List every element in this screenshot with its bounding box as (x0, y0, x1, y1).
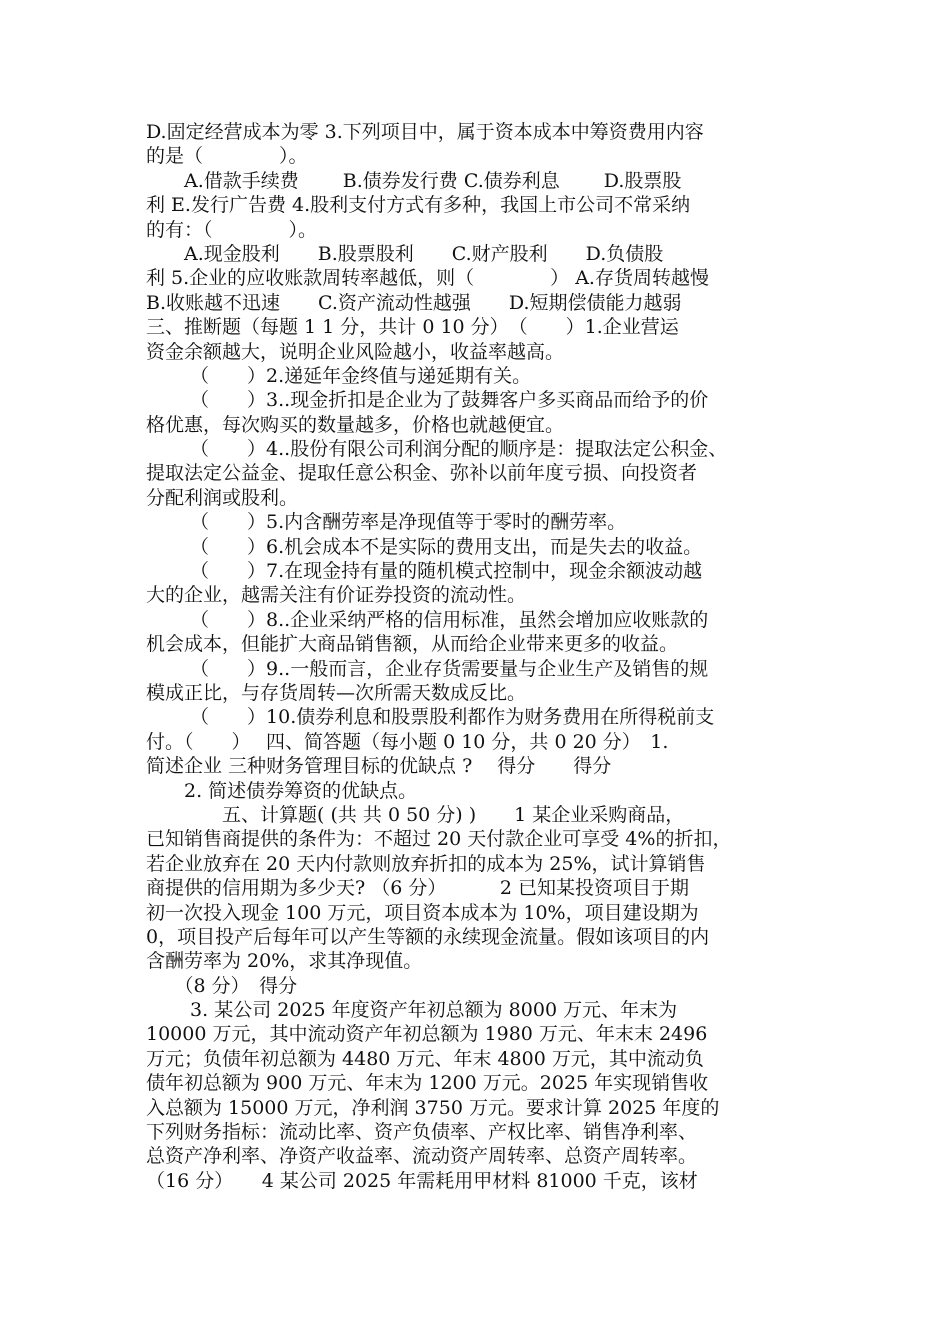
text-line: （16 分） 4 某公司 2025 年需耗用甲材料 81000 千克，该材 (146, 1169, 698, 1192)
text-line: （ ）3..现金折扣是企业为了鼓舞客户多买商品而给予的价 (146, 389, 709, 412)
text-line: 10000 万元，其中流动资产年初总额为 1980 万元、年末末 2496 (146, 1023, 708, 1046)
text-line: 2. 简述债券筹资的优缺点。 (146, 779, 418, 802)
text-line: 模成正比，与存货周转—次所需天数成反比。 (146, 681, 527, 704)
text-line: 若企业放弃在 20 天内付款则放弃折扣的成本为 25%，试计算销售 (146, 852, 706, 875)
text-line: 简述企业 三种财务管理目标的优缺点 ? 得分 得分 (146, 755, 612, 778)
text-line: 五、计算题( (共 共 0 50 分) ) 1 某企业采购商品， (146, 803, 685, 826)
text-line: 资金余额越大，说明企业风险越小，收益率越高。 (146, 340, 565, 363)
text-line: 利 5.企业的应收账款周转率越低，则（ ） A.存货周转越慢 (146, 267, 709, 290)
text-line: 的有：（ ）。 (146, 218, 318, 241)
text-line: （ ）6.机会成本不是实际的费用支出，而是失去的收益。 (146, 535, 703, 558)
text-line: A.借款手续费 B.债券发行费 C.债券利息 D.股票股 (146, 169, 682, 192)
text-line: （8 分） 得分 (146, 974, 298, 997)
text-line: 三、推断题（每题 1 1 分，共计 0 10 分） （ ）1.企业营运 (146, 316, 679, 339)
document-body (146, 120, 816, 1193)
text-line: 格优惠，每次购买的数量越多，价格也就越便宜。 (146, 413, 565, 436)
text-line: （ ）9..一般而言，企业存货需要量与企业生产及销售的规 (146, 657, 709, 680)
text-line: （ ）8..企业采纳严格的信用标准，虽然会增加应收账款的 (146, 608, 709, 631)
text-line: （ ）7.在现金持有量的随机模式控制中，现金余额波动越 (146, 560, 703, 583)
text-line: 3. 某公司 2025 年度资产年初总额为 8000 万元、年末为 (146, 999, 678, 1022)
text-line: （ ）5.内含酬劳率是净现值等于零时的酬劳率。 (146, 511, 627, 534)
text-line: 机会成本，但能扩大商品销售额，从而给企业带来更多的收益。 (146, 633, 679, 656)
text-line: 债年初总额为 900 万元、年末为 1200 万元。2025 年实现销售收 (146, 1072, 709, 1095)
text-line: 付。（ ） 四、简答题（每小题 0 10 分，共 0 20 分） 1. (146, 730, 669, 753)
text-line: 含酬劳率为 20%，求其净现值。 (146, 950, 423, 973)
text-line: 商提供的信用期为多少天? （6 分） 2 已知某投资项目于期 (146, 877, 690, 900)
text-line: D.固定经营成本为零 3.下列项目中，属于资本成本中筹资费用内容 (146, 121, 704, 143)
text-line: B.收账越不迅速 C.资产流动性越强 D.短期偿债能力越弱 (146, 291, 682, 314)
text-line: （ ）4..股份有限公司利润分配的顺序是：提取法定公积金、 (146, 438, 728, 461)
text-line: 分配利润或股利。 (146, 486, 299, 509)
text-line: 0，项目投产后每年可以产生等额的永续现金流量。假如该项目的内 (146, 925, 710, 948)
text-line: 利 E.发行广告费 4.股利支付方式有多种，我国上市公司不常采纳 (146, 194, 691, 217)
text-line: 提取法定公益金、提取任意公积金、弥补以前年度亏损、向投资者 (146, 462, 698, 485)
text-line: （ ）2.递延年金终值与递延期有关。 (146, 364, 532, 387)
text-line: 的是（ ）。 (146, 145, 308, 168)
text-line: 总资产净利率、净资产收益率、流动资产周转率、总资产周转率。 (146, 1145, 698, 1168)
text-line: 下列财务指标：流动比率、资产负债率、产权比率、销售净利率、 (146, 1121, 698, 1144)
text-line: 入总额为 15000 万元，净利润 3750 万元。要求计算 2025 年度的 (146, 1096, 720, 1119)
text-line: 大的企业，越需关注有价证券投资的流动性。 (146, 584, 527, 607)
text-line: 万元；负债年初总额为 4480 万元、年末 4800 万元，其中流动负 (146, 1047, 704, 1070)
text-line: 已知销售商提供的条件为：不超过 20 天付款企业可享受 4%的折扣， (146, 828, 732, 851)
text-line: 初一次投入现金 100 万元，项目资本成本为 10%，项目建设期为 (146, 901, 699, 924)
text-line: A.现金股利 B.股票股利 C.财产股利 D.负债股 (146, 242, 664, 265)
text-line: （ ）10.债券利息和股票股利都作为财务费用在所得税前支 (146, 706, 715, 729)
